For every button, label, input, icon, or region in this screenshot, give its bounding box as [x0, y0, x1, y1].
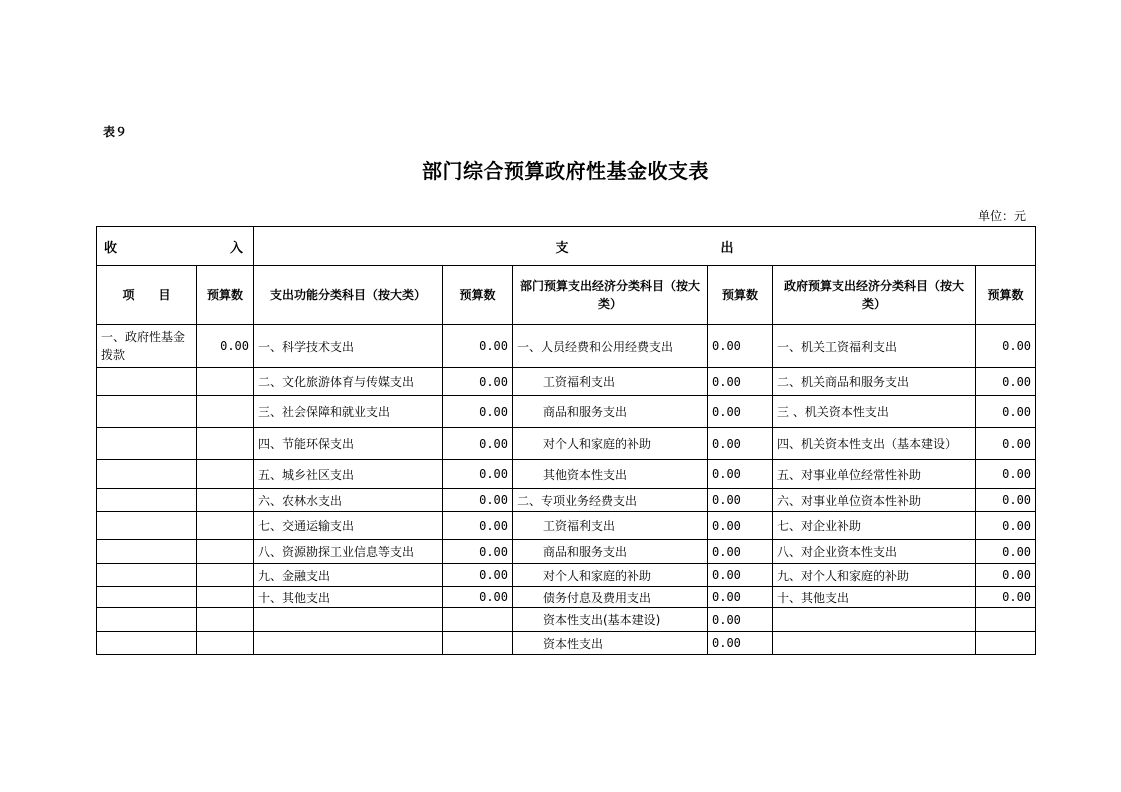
- func-amount: 0.00: [443, 540, 513, 564]
- income-amount: [197, 396, 254, 428]
- dept-amount: 0.00: [708, 325, 773, 368]
- gov-amount: 0.00: [976, 587, 1036, 608]
- header-dept-budget: 预算数: [708, 266, 773, 325]
- gov-item: 九、对个人和家庭的补助: [773, 564, 976, 587]
- dept-item: 工资福利支出: [513, 368, 708, 396]
- func-item: 二、文化旅游体育与传媒支出: [254, 368, 443, 396]
- income-item: [97, 564, 197, 587]
- gov-item: 四、机关资本性支出（基本建设）: [773, 428, 976, 460]
- gov-item: 二、机关商品和服务支出: [773, 368, 976, 396]
- income-item: [97, 587, 197, 608]
- income-amount: [197, 512, 254, 540]
- dept-item: 一、人员经费和公用经费支出: [513, 325, 708, 368]
- gov-item: 十、其他支出: [773, 587, 976, 608]
- dept-amount: 0.00: [708, 540, 773, 564]
- header-item: 项 目: [97, 266, 197, 325]
- dept-amount: 0.00: [708, 460, 773, 489]
- func-item: 六、农林水支出: [254, 489, 443, 512]
- dept-item: 债务付息及费用支出: [513, 587, 708, 608]
- income-item: [97, 632, 197, 655]
- dept-item: 资本性支出: [513, 632, 708, 655]
- header-func-budget: 预算数: [443, 266, 513, 325]
- dept-amount: 0.00: [708, 587, 773, 608]
- header-income-budget: 预算数: [197, 266, 254, 325]
- income-amount: [197, 540, 254, 564]
- income-amount: [197, 368, 254, 396]
- dept-item: 二、专项业务经费支出: [513, 489, 708, 512]
- func-amount: 0.00: [443, 428, 513, 460]
- func-item: [254, 632, 443, 655]
- section-header-row: [97, 227, 1036, 266]
- table-row: [97, 325, 1036, 368]
- dept-amount: 0.00: [708, 428, 773, 460]
- dept-item: 对个人和家庭的补助: [513, 428, 708, 460]
- dept-item: 对个人和家庭的补助: [513, 564, 708, 587]
- func-amount: 0.00: [443, 368, 513, 396]
- func-item: 十、其他支出: [254, 587, 443, 608]
- income-item: [97, 512, 197, 540]
- func-amount: 0.00: [443, 587, 513, 608]
- table-row: [97, 396, 1036, 428]
- dept-amount: 0.00: [708, 512, 773, 540]
- gov-amount: 0.00: [976, 564, 1036, 587]
- func-item: 四、节能环保支出: [254, 428, 443, 460]
- gov-amount: [976, 632, 1036, 655]
- table-row: [97, 489, 1036, 512]
- gov-amount: 0.00: [976, 512, 1036, 540]
- income-amount: [197, 587, 254, 608]
- func-amount: 0.00: [443, 564, 513, 587]
- func-amount: [443, 608, 513, 632]
- header-dept-econ: 部门预算支出经济分类科目（按大类）: [513, 266, 708, 325]
- dept-amount: 0.00: [708, 632, 773, 655]
- dept-item: 资本性支出(基本建设): [513, 608, 708, 632]
- header-func-class: 支出功能分类科目（按大类）: [254, 266, 443, 325]
- gov-item: [773, 608, 976, 632]
- table-row: [97, 632, 1036, 655]
- income-item: [97, 396, 197, 428]
- dept-amount: 0.00: [708, 396, 773, 428]
- dept-amount: 0.00: [708, 608, 773, 632]
- func-amount: 0.00: [443, 512, 513, 540]
- table-row: [97, 428, 1036, 460]
- func-amount: 0.00: [443, 396, 513, 428]
- dept-item: 工资福利支出: [513, 512, 708, 540]
- income-item: [97, 489, 197, 512]
- func-amount: 0.00: [443, 325, 513, 368]
- header-gov-budget: 预算数: [976, 266, 1036, 325]
- func-item: 五、城乡社区支出: [254, 460, 443, 489]
- income-amount: [197, 460, 254, 489]
- income-amount: [197, 489, 254, 512]
- dept-item: 商品和服务支出: [513, 396, 708, 428]
- dept-amount: 0.00: [708, 564, 773, 587]
- gov-item: 五、对事业单位经常性补助: [773, 460, 976, 489]
- income-amount: [197, 428, 254, 460]
- func-item: [254, 608, 443, 632]
- income-item: [97, 540, 197, 564]
- table-row: [97, 564, 1036, 587]
- gov-item: 三 、机关资本性支出: [773, 396, 976, 428]
- func-item: 九、金融支出: [254, 564, 443, 587]
- income-amount: [197, 608, 254, 632]
- income-item: 一、政府性基金拨款: [97, 325, 197, 368]
- income-amount: [197, 632, 254, 655]
- unit-label: 单位：元: [977, 209, 1026, 223]
- table-row: [97, 540, 1036, 564]
- table-number: 表９: [103, 125, 128, 139]
- gov-amount: 0.00: [976, 540, 1036, 564]
- gov-amount: 0.00: [976, 368, 1036, 396]
- func-item: 八、资源勘探工业信息等支出: [254, 540, 443, 564]
- gov-amount: 0.00: [976, 396, 1036, 428]
- income-item: [97, 428, 197, 460]
- table-row: [97, 608, 1036, 632]
- gov-amount: 0.00: [976, 325, 1036, 368]
- expense-section-char-1: 支: [555, 240, 569, 256]
- column-header-row: [97, 266, 1036, 325]
- gov-amount: 0.00: [976, 489, 1036, 512]
- income-amount: 0.00: [197, 325, 254, 368]
- dept-amount: 0.00: [708, 368, 773, 396]
- income-item: [97, 460, 197, 489]
- gov-item: 六、对事业单位资本性补助: [773, 489, 976, 512]
- func-item: 七、交通运输支出: [254, 512, 443, 540]
- gov-item: 七、对企业补助: [773, 512, 976, 540]
- header-gov-econ: 政府预算支出经济分类科目（按大类）: [773, 266, 976, 325]
- income-section-char-2: 入: [229, 240, 243, 256]
- expense-section-char-2: 出: [720, 240, 734, 256]
- income-item: [97, 368, 197, 396]
- expense-section-header: [254, 227, 1036, 266]
- table-row: [97, 587, 1036, 608]
- func-item: 一、科学技术支出: [254, 325, 443, 368]
- dept-item: 其他资本性支出: [513, 460, 708, 489]
- gov-item: 八、对企业资本性支出: [773, 540, 976, 564]
- income-section-char-1: 收: [104, 240, 118, 256]
- page-title: 部门综合预算政府性基金收支表: [422, 159, 709, 183]
- dept-amount: 0.00: [708, 489, 773, 512]
- table-row: [97, 460, 1036, 489]
- table-row: [97, 512, 1036, 540]
- gov-amount: 0.00: [976, 428, 1036, 460]
- table-row: [97, 368, 1036, 396]
- gov-item: 一、机关工资福利支出: [773, 325, 976, 368]
- income-item: [97, 608, 197, 632]
- income-section-header: [97, 227, 254, 266]
- func-amount: 0.00: [443, 489, 513, 512]
- gov-amount: [976, 608, 1036, 632]
- budget-table: [96, 226, 1036, 655]
- func-amount: [443, 632, 513, 655]
- func-amount: 0.00: [443, 460, 513, 489]
- gov-amount: 0.00: [976, 460, 1036, 489]
- dept-item: 商品和服务支出: [513, 540, 708, 564]
- gov-item: [773, 632, 976, 655]
- func-item: 三、社会保障和就业支出: [254, 396, 443, 428]
- income-amount: [197, 564, 254, 587]
